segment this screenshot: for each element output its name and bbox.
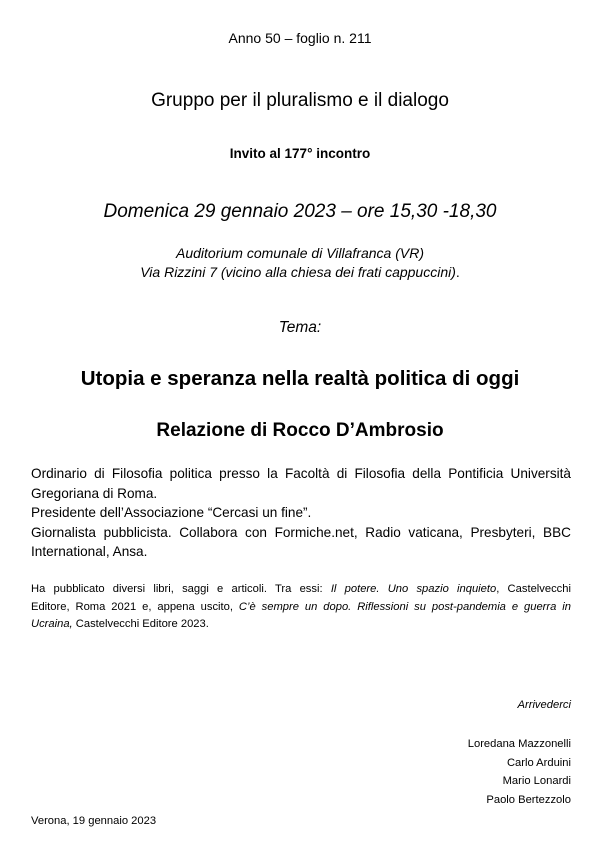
venue-line-1: Auditorium comunale di Villafranca (VR) <box>176 245 424 261</box>
speaker-bio <box>31 464 571 562</box>
pubs-intro: Ha pubblicato diversi libri, saggi e articoli. Tra essi: <box>31 583 331 595</box>
venue-line-2 <box>0 263 600 282</box>
signatory: Paolo Bertezzolo <box>486 793 571 806</box>
venue-address: Via Rizzini 7 (vicino alla chiesa dei frati cappuccini) <box>140 264 456 280</box>
bio-line-3: Presidente dell’Associazione “Cercasi un fine”. <box>31 505 312 520</box>
pubs-line-1 <box>31 581 571 599</box>
bio-line-4: Giornalista pubblicista. Collabora con Formiche.net, Radio vaticana, Presbyteri, BBC <box>31 524 571 540</box>
signatory: Carlo Arduini <box>506 756 571 769</box>
farewell: Arrivederci <box>517 699 571 711</box>
event-date-time: Domenica 29 gennaio 2023 – ore 15,30 -18,30 <box>103 201 497 222</box>
topic-title: Utopia e speranza nella realtà politica di oggi <box>80 367 520 390</box>
bio-line-1: Ordinario di Filosofia politica presso la Facoltà di Filosofia della Pontificia Università <box>31 466 571 481</box>
speaker-line: Relazione di Rocco D’Ambrosio <box>156 420 444 441</box>
topic-label: Tema: <box>278 319 322 336</box>
issue-number: Anno 50 – foglio n. 211 <box>228 30 372 46</box>
group-name: Gruppo per il pluralismo e il dialogo <box>151 90 449 111</box>
event-venue <box>0 244 600 282</box>
pubs-book-1-edition: Editore, Roma 2021 e, appena uscito, <box>31 600 239 613</box>
pubs-book-1-publisher: , Castelvecchi <box>496 583 571 595</box>
signatories-list <box>468 735 571 809</box>
bio-line-2: Gregoriana di Roma. <box>31 485 158 501</box>
pubs-book-1-title: Il potere. Uno spazio inquieto <box>330 583 497 595</box>
publications-paragraph <box>31 581 571 634</box>
pubs-book-2-publisher: Castelvecchi Editore 2023. <box>72 618 209 630</box>
pubs-book-2-title-end: Ucraina, <box>31 618 73 630</box>
pubs-book-2-title: C’è sempre un dopo. Riflessioni su post-pandemia e guerra in <box>238 600 571 613</box>
venue-address-end: . <box>455 264 460 280</box>
pubs-line-2 <box>31 599 571 617</box>
invite-number: Invito al 177° incontro <box>229 146 371 161</box>
place-and-date: Verona, 19 gennaio 2023 <box>31 815 157 827</box>
signatory: Loredana Mazzonelli <box>467 738 571 750</box>
signatory: Mario Lonardi <box>502 775 571 787</box>
pubs-line-3 <box>31 616 571 634</box>
bio-line-5: International, Ansa. <box>31 544 148 559</box>
